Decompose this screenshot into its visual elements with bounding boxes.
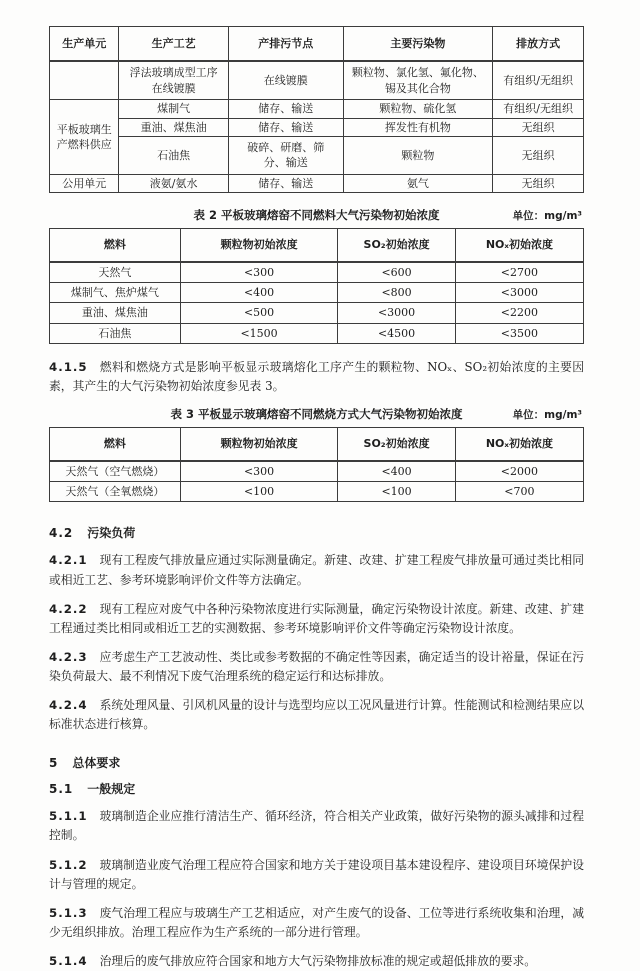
col-header: 生产工艺 <box>119 27 228 62</box>
table-row <box>50 229 584 262</box>
clause-5-1-4 <box>49 952 584 971</box>
table-cell: 天然气（全氧燃烧） <box>50 482 181 502</box>
table-row <box>50 61 584 99</box>
clause-number: 4.1.5 <box>49 360 88 375</box>
production-units-table <box>49 26 584 193</box>
heading-label: 一般规定 <box>87 782 136 797</box>
clause-4-2-3 <box>49 648 584 686</box>
table-row <box>50 482 584 502</box>
table-cell: 颗粒物、氯化氢、氟化物、锡及其化合物 <box>343 61 493 99</box>
clause-text: 治理后的废气排放应符合国家和地方大气污染物排放标准的规定或超低排放的要求。 <box>99 954 537 968</box>
table-cell: <2000 <box>455 461 583 482</box>
table-cell: <100 <box>338 482 455 502</box>
table-cell: 储存、输送 <box>228 174 343 192</box>
clause-number: 5.1.4 <box>49 954 88 968</box>
col-header: 产排污节点 <box>228 27 343 62</box>
heading-number: 5.1 <box>49 782 74 797</box>
col-header: SO₂初始浓度 <box>338 428 455 461</box>
table-cell: 石油焦 <box>50 323 181 343</box>
table-cell: 煤制气 <box>119 100 228 118</box>
table-row <box>50 461 584 482</box>
table-cell: 重油、煤焦油 <box>50 303 181 323</box>
col-header: 生产单元 <box>50 27 119 62</box>
table-cell: 液氨/氨水 <box>119 174 228 192</box>
table3-unit-label: 单位：mg/m³ <box>512 409 582 422</box>
table3-caption <box>49 406 584 422</box>
table-cell: 储存、输送 <box>228 118 343 136</box>
clause-number: 4.2.3 <box>49 649 88 664</box>
heading-label: 污染负荷 <box>87 526 136 541</box>
table-row <box>50 174 584 192</box>
table3-title: 表 3 平板显示玻璃熔窑不同燃烧方式大气污染物初始浓度 <box>170 407 463 422</box>
table-cell: 氨气 <box>343 174 493 192</box>
table-cell: <3000 <box>338 303 455 323</box>
table-cell: 石油焦 <box>119 136 228 174</box>
table-cell <box>50 61 119 99</box>
col-header: 颗粒物初始浓度 <box>180 428 338 461</box>
table-cell: 煤制气、焦炉煤气 <box>50 282 181 302</box>
table-cell: 破碎、研磨、筛分、输送 <box>228 136 343 174</box>
table2-title: 表 2 平板玻璃熔窑不同燃料大气污染物初始浓度 <box>193 208 440 223</box>
clause-text: 废气治理工程应与玻璃生产工艺相适应，对产生废气的设备、工位等进行系统收集和治理，减少无组织排放。治理工程应作为生产系统的一部分进行管理。 <box>49 905 584 939</box>
table-row <box>50 136 584 174</box>
clause-5-1-2 <box>49 856 584 894</box>
table-cell: <400 <box>180 282 338 302</box>
table-cell: <4500 <box>338 323 455 343</box>
table-cell: <3500 <box>455 323 583 343</box>
heading-label: 总体要求 <box>72 756 121 771</box>
table-cell: 无组织 <box>493 118 584 136</box>
table-row <box>50 262 584 283</box>
clause-number: 5.1.3 <box>49 905 88 920</box>
clause-text: 应考虑生产工艺波动性、类比或参考数据的不确定性等因素，确定适当的设计裕量，保证在污染负荷最大、最不利情况下废气治理系统的稳定运行和达标排放。 <box>49 649 584 684</box>
clause-number: 4.2.1 <box>49 553 88 568</box>
table-row <box>50 323 584 343</box>
table-row <box>50 282 584 302</box>
col-header: 主要污染物 <box>343 27 493 62</box>
clause-number: 4.2.4 <box>49 698 88 713</box>
col-header: NOₓ初始浓度 <box>455 428 583 461</box>
col-header: SO₂初始浓度 <box>338 229 455 262</box>
table-cell: <3000 <box>455 282 583 302</box>
table-row <box>50 118 584 136</box>
clause-4-1-5 <box>49 358 584 396</box>
clause-4-2-4 <box>49 696 584 734</box>
combustion-mode-concentration-table <box>49 427 584 502</box>
table-cell: 公用单元 <box>50 174 119 192</box>
table-row <box>50 100 584 118</box>
table-cell-merged-unit: 平板玻璃生产燃料供应 <box>50 100 119 175</box>
table-cell: <700 <box>455 482 583 502</box>
clause-text: 现有工程应对废气中各种污染物浓度进行实际测量，确定污染物设计浓度。新建、改建、扩建工程通过类比相同或相近工艺的实测数据、参考环境影响评价文件等确定污染物设计浓度。 <box>49 601 584 635</box>
table-cell: <1500 <box>180 323 338 343</box>
table-cell: <2200 <box>455 303 583 323</box>
clause-number: 5.1.1 <box>49 809 88 824</box>
clause-text: 燃料和燃烧方式是影响平板显示玻璃熔化工序产生的颗粒物、NOₓ、SO₂初始浓度的主要因素，其产生的大气污染物初始浓度参见表 3。 <box>49 360 584 394</box>
table-cell: <2700 <box>455 262 583 283</box>
table-cell: 天然气（空气燃烧） <box>50 461 181 482</box>
table-cell: 储存、输送 <box>228 100 343 118</box>
clause-text: 玻璃制造业废气治理工程应符合国家和地方关于建设项目基本建设程序、建设项目环境保护设计与管理的规定。 <box>49 857 584 891</box>
heading-4-2 <box>49 524 584 541</box>
clause-4-2-1 <box>49 551 584 589</box>
clause-5-1-1 <box>49 807 584 845</box>
col-header: NOₓ初始浓度 <box>455 229 583 262</box>
col-header: 排放方式 <box>493 27 584 62</box>
table-cell: 无组织 <box>493 136 584 174</box>
table-cell: 颗粒物 <box>343 136 493 174</box>
table-cell: <300 <box>180 461 338 482</box>
table-cell: 挥发性有机物 <box>343 118 493 136</box>
table-cell: <300 <box>180 262 338 283</box>
table-row <box>50 428 584 461</box>
table-cell: <500 <box>180 303 338 323</box>
table-cell: 无组织 <box>493 174 584 192</box>
table-cell: 有组织/无组织 <box>493 100 584 118</box>
clause-text: 系统处理风量、引风机风量的设计与选型均应以工况风量进行计算。性能测试和检测结果应以标准状态进行核算。 <box>49 698 584 732</box>
table-cell: <600 <box>338 262 455 283</box>
table-row <box>50 27 584 62</box>
table-row <box>50 303 584 323</box>
table-cell: 有组织/无组织 <box>493 61 584 99</box>
col-header: 颗粒物初始浓度 <box>180 229 338 262</box>
table-cell: <400 <box>338 461 455 482</box>
heading-number: 5 <box>49 756 59 771</box>
table2-caption <box>49 207 584 223</box>
heading-5 <box>49 754 584 771</box>
table-cell: 在线镀膜 <box>228 61 343 99</box>
table-cell: 颗粒物、硫化氢 <box>343 100 493 118</box>
col-header: 燃料 <box>50 229 181 262</box>
clause-number: 4.2.2 <box>49 601 88 616</box>
table-cell: 重油、煤焦油 <box>119 118 228 136</box>
clause-number: 5.1.2 <box>49 857 88 872</box>
heading-number: 4.2 <box>49 526 74 541</box>
col-header: 燃料 <box>50 428 181 461</box>
table2-unit-label: 单位：mg/m³ <box>512 210 582 223</box>
clause-text: 玻璃制造企业应推行清洁生产、循环经济，符合相关产业政策，做好污染物的源头减排和过程控制。 <box>49 809 584 843</box>
table-cell: <800 <box>338 282 455 302</box>
heading-5-1 <box>49 780 584 797</box>
table-cell: 浮法玻璃成型工序在线镀膜 <box>119 61 228 99</box>
table-cell: 天然气 <box>50 262 181 283</box>
table-cell: <100 <box>180 482 338 502</box>
fuel-initial-concentration-table <box>49 228 584 344</box>
clause-4-2-2 <box>49 600 584 638</box>
clause-text: 现有工程废气排放量应通过实际测量确定。新建、改建、扩建工程废气排放量可通过类比相同或相近工艺、参考环境影响评价文件等方法确定。 <box>49 553 584 587</box>
clause-5-1-3 <box>49 904 584 942</box>
